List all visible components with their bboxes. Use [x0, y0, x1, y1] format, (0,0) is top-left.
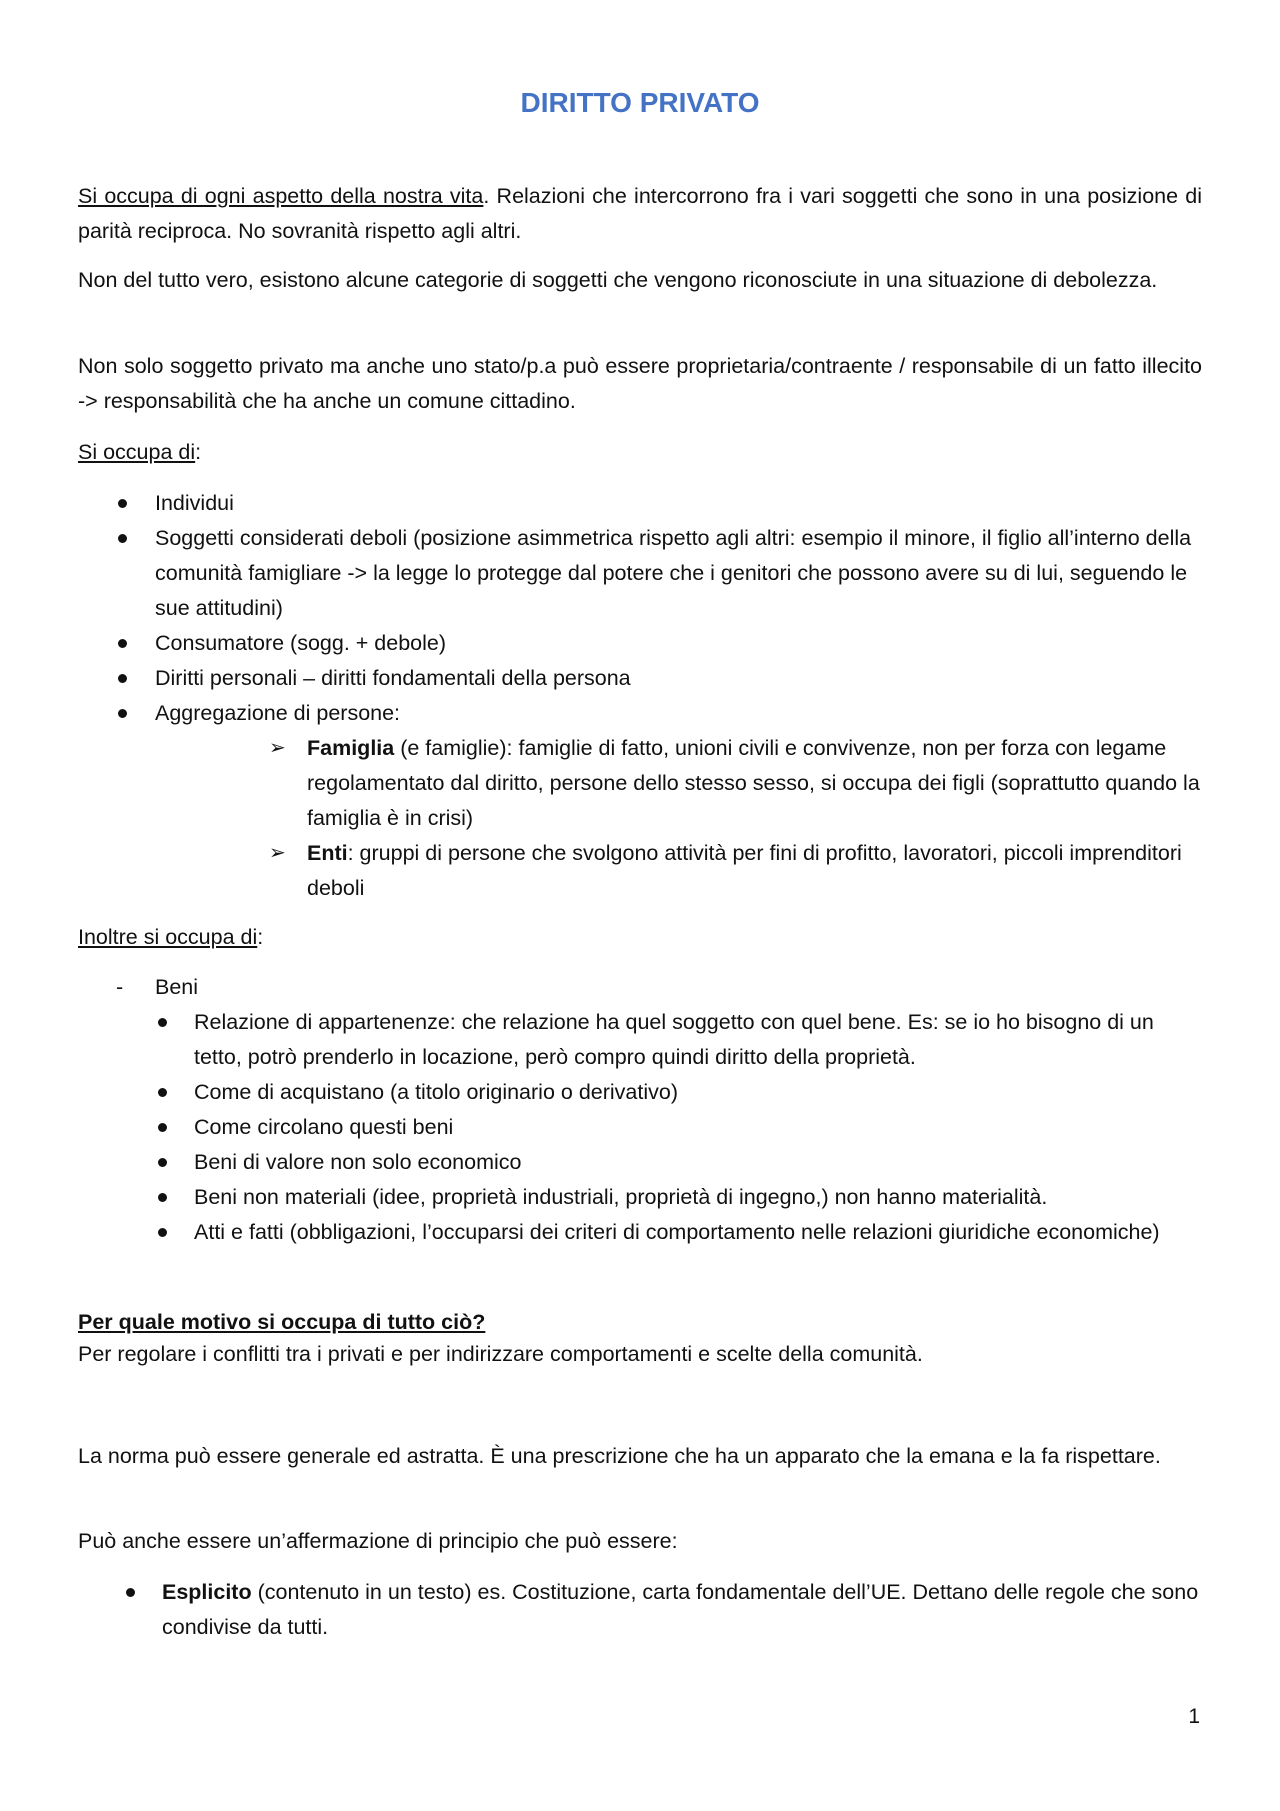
section-heading-2 [78, 920, 1202, 955]
arrow-bullet-icon: ➢ [269, 842, 286, 864]
arrow-bullet-icon: ➢ [269, 737, 286, 759]
list-item [78, 1145, 1202, 1180]
list-item-text: (contenuto in un testo) es. Costituzione, carta fondamentale dell’UE. Dettano delle regole che sono condivise da tutti. [162, 1580, 1199, 1639]
page-number: 1 [1188, 1705, 1200, 1728]
list-item-text: Come di acquistano (a titolo originario o derivativo) [194, 1080, 678, 1104]
list-item-text: Relazione di appartenenze: che relazione ha quel soggetto con quel bene. Es: se io ho bisogno di un tetto, potrò prenderlo in locazione, però compro quindi diritto della proprietà. [194, 1010, 1154, 1069]
answer-paragraph: Per regolare i conflitti tra i privati e per indirizzare comportamenti e scelte della comunità. [78, 1342, 923, 1366]
list-item [78, 521, 1202, 626]
bullet-icon [118, 639, 127, 648]
question-heading: Per quale motivo si occupa di tutto ciò? [78, 1310, 486, 1334]
sublist-item [78, 836, 1202, 906]
sublist-item-text: : gruppi di persone che svolgono attività per fini di profitto, lavoratori, piccoli imprenditori deboli [307, 841, 1182, 900]
sublist-item-bold: Famiglia [307, 736, 395, 760]
list-item-text: Soggetti considerati deboli (posizione asimmetrica rispetto agli altri: esempio il minore, il figlio all’interno della comunità famigliare -> la legge lo protegge dal potere che i genitori che possono avere su di lui, seguendo le sue attitudini) [155, 526, 1192, 620]
sublist-item-text: (e famiglie): famiglie di fatto, unioni civili e convivenze, non per forza con legame regolamentato dal diritto, persone dello stesso sesso, si occupa dei figli (soprattutto quando la famiglia è in crisi) [307, 736, 1200, 830]
list-item [78, 1575, 1202, 1645]
bullet-icon [118, 709, 127, 718]
list-item-text: Aggregazione di persone: [155, 701, 401, 725]
list-item [78, 1075, 1202, 1110]
intro-rest: . Relazioni che intercorrono fra i vari soggetti che sono in una posizione di parità reciproca. No sovranità rispetto agli altri. [78, 184, 1202, 243]
bullet-icon [158, 1228, 167, 1237]
section-heading-1 [78, 435, 1202, 470]
list-item [78, 1005, 1202, 1075]
paragraph-5: Può anche essere un’affermazione di principio che può essere: [78, 1529, 678, 1553]
bullet-icon [158, 1193, 167, 1202]
page-title: DIRITTO PRIVATO [520, 87, 760, 118]
bullet-icon [158, 1088, 167, 1097]
list-item-text: Beni di valore non solo economico [194, 1150, 522, 1174]
list-item-text: Beni non materiali (idee, proprietà industriali, proprietà di ingegno,) non hanno materialità. [194, 1185, 1048, 1209]
list-item [78, 626, 1202, 661]
list-item [78, 486, 1202, 521]
list-item [78, 696, 1202, 731]
list-item [78, 1180, 1202, 1215]
sublist-item [78, 731, 1202, 836]
dash-item-text: Beni [155, 975, 199, 999]
bullet-icon [158, 1158, 167, 1167]
intro-paragraph [78, 179, 1202, 249]
section-heading-2-colon: : [257, 925, 264, 949]
list-item-text: Come circolano questi beni [194, 1115, 454, 1139]
bullet-icon [126, 1588, 135, 1597]
paragraph-2: Non del tutto vero, esistono alcune categorie di soggetti che vengono riconosciute in una situazione di debolezza. [78, 268, 1158, 292]
list-2 [78, 1005, 1202, 1250]
bullet-icon [158, 1018, 167, 1027]
section-heading-1-colon: : [195, 440, 202, 464]
list-item [78, 1110, 1202, 1145]
list-3 [78, 1575, 1202, 1645]
list-item-text: Diritti personali – diritti fondamentali della persona [155, 666, 631, 690]
paragraph-3: Non solo soggetto privato ma anche uno stato/p.a può essere proprietaria/contraente / responsabile di un fatto illecito -> responsabilità che ha anche un comune cittadino. [78, 354, 1202, 413]
section-heading-1-label: Si occupa di [78, 440, 196, 464]
bullet-icon [158, 1123, 167, 1132]
dash-item [78, 970, 1202, 1005]
bullet-icon [118, 674, 127, 683]
bullet-icon [118, 534, 127, 543]
dash-bullet-icon: - [116, 975, 124, 999]
list-item-bold: Esplicito [162, 1580, 252, 1604]
paragraph-4: La norma può essere generale ed astratta. È una prescrizione che ha un apparato che la emana e la fa rispettare. [78, 1444, 1161, 1468]
intro-underlined: Si occupa di ogni aspetto della nostra vita [78, 184, 484, 208]
sublist-item-bold: Enti [307, 841, 348, 865]
bullet-icon [118, 499, 127, 508]
list-item [78, 661, 1202, 696]
sublist-1 [78, 731, 1202, 906]
list-item-text: Individui [155, 491, 234, 515]
list-1 [78, 486, 1202, 731]
section-heading-2-label: Inoltre si occupa di [78, 925, 258, 949]
list-item [78, 1215, 1202, 1250]
list-item-text: Atti e fatti (obbligazioni, l’occuparsi dei criteri di comportamento nelle relazioni giuridiche economiche) [194, 1220, 1160, 1244]
list-item-text: Consumatore (sogg. + debole) [155, 631, 447, 655]
